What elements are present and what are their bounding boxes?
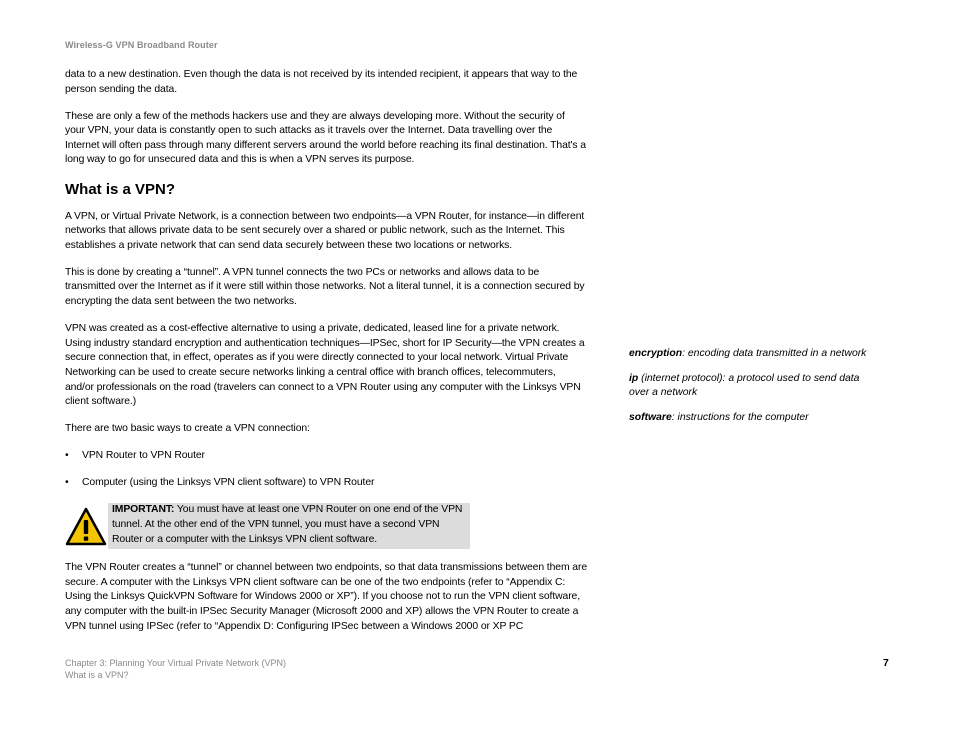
glossary-term: ip	[629, 372, 639, 384]
important-text: You must have at least one VPN Router on one end of the VPN tunnel. At the other end of the VPN tunnel, you must have a second VPN Router or a computer with the Linksys VPN client software.	[112, 504, 463, 545]
paragraph-tunnel: This is done by creating a “tunnel”. A VPN tunnel connects the two PCs or networks and allows data to be transmitted over the Internet as if it were still within those networks. Not a literal tunnel, it is a connection secured by encrypting the data sent between the two networks.	[65, 266, 585, 308]
list-item	[65, 476, 587, 491]
glossary-term: encryption	[629, 348, 683, 359]
main-content	[65, 68, 587, 647]
list-item	[65, 449, 587, 464]
important-note	[65, 503, 587, 549]
list-item-text: Computer (using the Linksys VPN client software) to VPN Router	[82, 477, 375, 489]
list-item-text: VPN Router to VPN Router	[82, 450, 205, 462]
warning-triangle-icon	[65, 506, 107, 548]
bullet-marker: •	[65, 477, 69, 489]
footer-chapter: Chapter 3: Planning Your Virtual Private Network (VPN)	[65, 658, 286, 668]
paragraph-ways: There are two basic ways to create a VPN connection:	[65, 423, 310, 435]
glossary-sidebar	[629, 347, 879, 436]
important-label: IMPORTANT:	[112, 504, 175, 516]
paragraph-router: The VPN Router creates a “tunnel” or channel between two endpoints, so that data transmissions between them are secure. A computer with the Linksys VPN client software can be one of the two endpoints (refer to “Appendix C: Using the Linksys QuickVPN Software for Windows 2000 or XP”). If you choose not to run the VPN client software, any computer with the built-in IPSec Security Manager (Microsoft 2000 and XP) allows the VPN Router to create a VPN tunnel using IPSec (refer to “Appendix D: Configuring IPSec between a Windows 2000 or XP PC	[65, 562, 588, 632]
glossary-definition: : instructions for the computer	[671, 411, 809, 423]
paragraph-alternative: VPN was created as a cost-effective alternative to using a private, dedicated, leased line for a private network. Using industry standard encryption and authentication techniques—IPSec, short for IP Security—the VPN creates a secure connection that, in effect, operates as if you were directly connected to your local network. Virtual Private Networking can be used to create secure networks linking a central office with branch offices, telecommuters, and/or professionals on the road (travelers can connect to a VPN Router using any computer with the Linksys VPN client software.)	[65, 323, 585, 408]
running-header: Wireless-G VPN Broadband Router	[65, 40, 218, 50]
footer-section: What is a VPN?	[65, 669, 129, 680]
page-number: 7	[883, 657, 889, 669]
bullet-marker: •	[65, 450, 69, 462]
glossary-definition: (internet protocol): a protocol used to send data over a network	[629, 372, 860, 399]
glossary-item	[629, 372, 879, 401]
paragraph-hackers: These are only a few of the methods hackers use and they are always developing more. Without the security of your VPN, your data is constantly open to such attacks as it travels over the Internet. Data travelling over the Internet will often pass through many different servers around the world before reaching its final destination. That's a long way to go for unsecured data and this is when a VPN serves its purpose.	[65, 110, 586, 166]
glossary-item	[629, 347, 879, 361]
glossary-definition: : encoding data transmitted in a network	[682, 348, 867, 359]
important-box	[108, 503, 470, 549]
paragraph-intro: data to a new destination. Even though the data is not received by its intended recipient, it appears that way to the person sending the data.	[65, 69, 578, 95]
glossary-item	[629, 411, 879, 425]
section-heading: What is a VPN?	[65, 180, 176, 198]
glossary-term: software	[629, 411, 672, 423]
running-footer	[65, 658, 286, 681]
paragraph-vpn-definition: A VPN, or Virtual Private Network, is a connection between two endpoints—a VPN Router, for instance—in different networks that allows private data to be sent securely over a shared or public network, such as the Internet. This establishes a private network that can send data securely between these two locations or networks.	[65, 210, 585, 251]
